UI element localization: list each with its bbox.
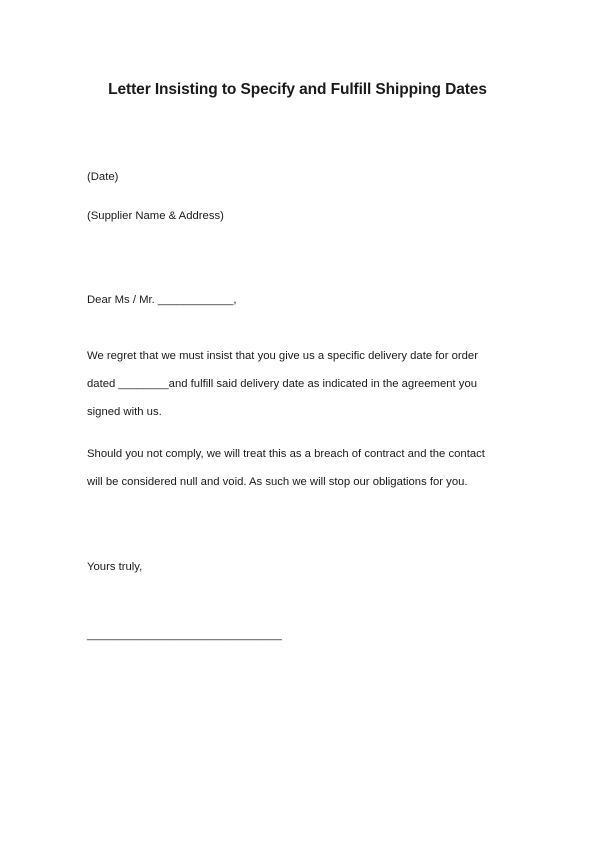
paragraph-2-line-1: Should you not comply, we will treat this as a breach of contract and the contact <box>87 448 485 460</box>
paragraph-1-line-2: dated ________and fulfill said delivery date as indicated in the agreement you <box>87 378 478 390</box>
paragraph-1-line-1: We regret that we must insist that you give us a specific delivery date for order <box>87 350 478 362</box>
supplier-placeholder: (Supplier Name & Address) <box>87 210 224 222</box>
paragraph-1-line-3: signed with us. <box>87 406 162 418</box>
salutation: Dear Ms / Mr. ____________, <box>87 294 237 306</box>
paragraph-2-line-2: will be considered null and void. As such we will stop our obligations for you. <box>87 476 468 488</box>
closing: Yours truly, <box>87 561 143 573</box>
letter-title: Letter Insisting to Specify and Fulfill Shipping Dates <box>108 81 487 98</box>
date-placeholder: (Date) <box>87 171 119 183</box>
signature-line: _______________________________ <box>87 629 282 641</box>
